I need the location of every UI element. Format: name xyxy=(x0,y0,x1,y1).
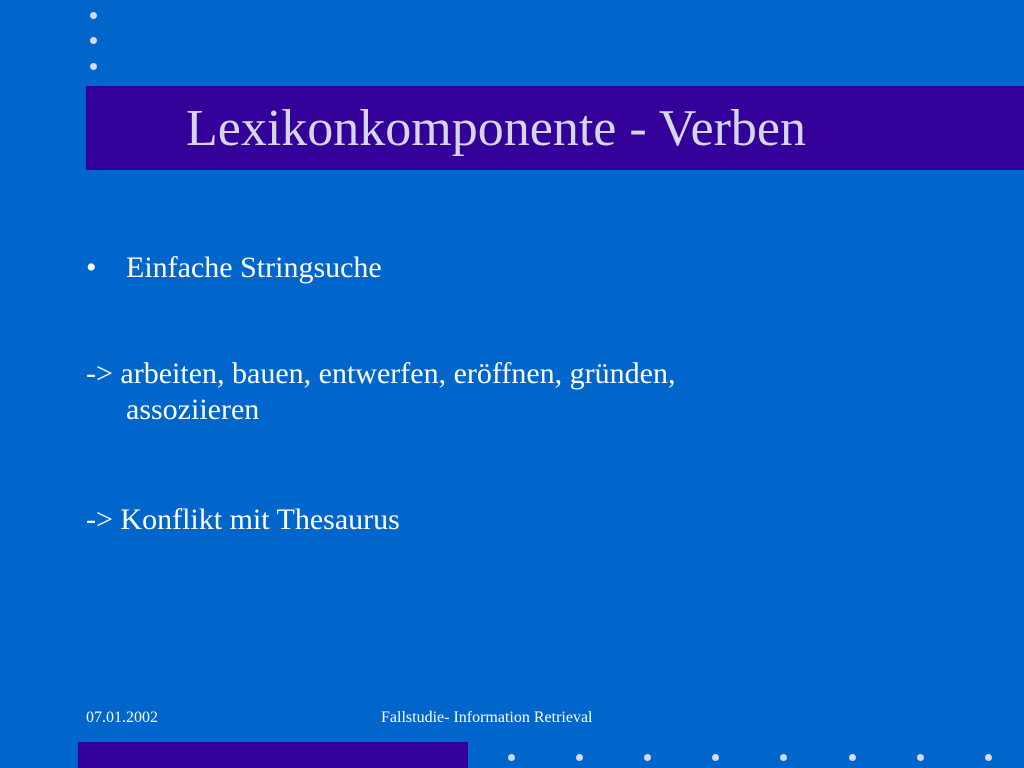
decor-dot-icon xyxy=(644,754,651,761)
body-line-text: -> arbeiten, bauen, entwerfen, eröffnen, gründen, xyxy=(86,357,676,390)
decor-dot-icon xyxy=(849,754,856,761)
decor-dot-icon xyxy=(90,37,97,44)
bullet-item-1 xyxy=(86,250,382,286)
decor-dot-icon xyxy=(508,754,515,761)
footer-date: 07.01.2002 xyxy=(86,709,158,726)
body-line-text: -> Konflikt mit Thesaurus xyxy=(86,503,400,536)
decor-dot-icon xyxy=(712,754,719,761)
bullet-item-text: Einfache Stringsuche xyxy=(126,251,382,284)
bottom-bar xyxy=(78,742,468,768)
decor-dot-icon xyxy=(985,754,992,761)
footer-title: Fallstudie- Information Retrieval xyxy=(381,709,593,726)
decor-dot-icon xyxy=(780,754,787,761)
body-line-3 xyxy=(86,502,400,538)
slide-title: Lexikonkomponente - Verben xyxy=(186,100,806,157)
bullet-icon: • xyxy=(86,251,97,284)
decor-dot-icon xyxy=(90,63,97,70)
body-line-continuation: assoziieren xyxy=(126,393,260,426)
decor-dot-icon xyxy=(917,754,924,761)
body-line-2 xyxy=(86,356,675,428)
decor-dot-icon xyxy=(576,754,583,761)
decor-dot-icon xyxy=(90,12,97,19)
